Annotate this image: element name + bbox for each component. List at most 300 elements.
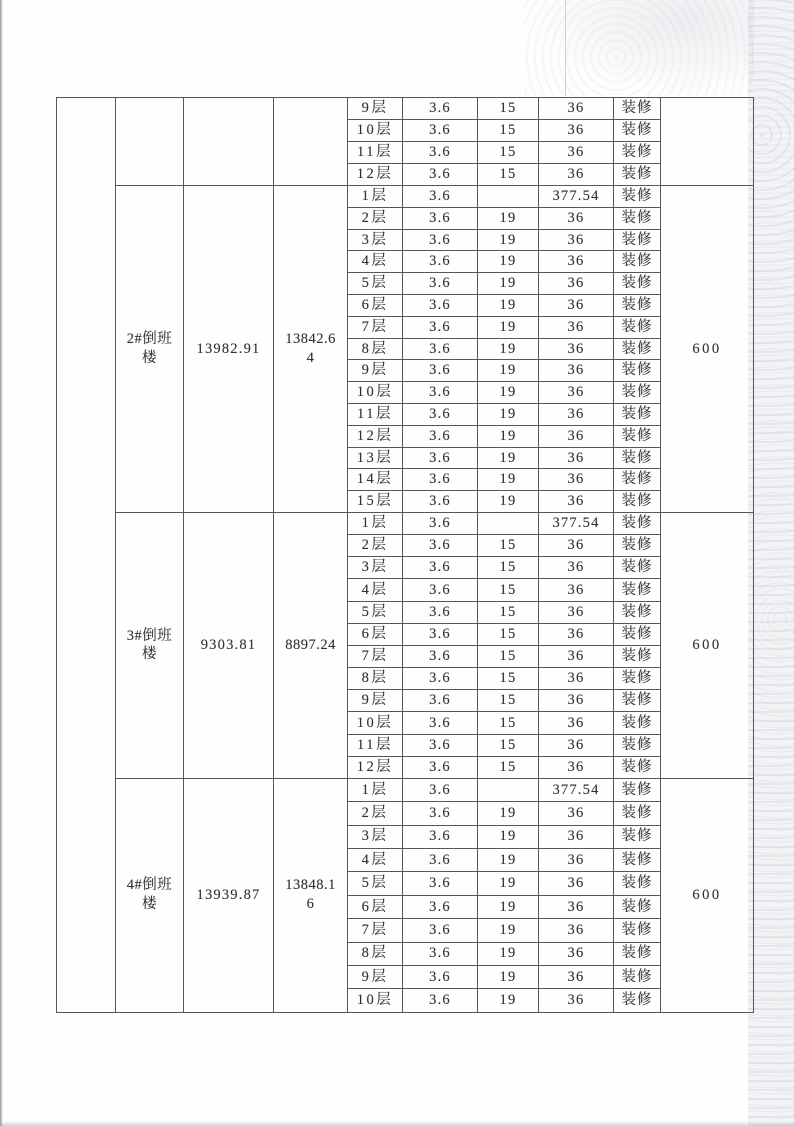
finish-cell: [614, 943, 661, 966]
category-cell: [57, 98, 116, 1013]
area-cell-text: 36: [567, 122, 585, 139]
floor-cell: [348, 735, 403, 757]
floor-cell: [348, 98, 403, 120]
finish-cell-text: 装修: [621, 405, 653, 422]
area-cell: [539, 646, 614, 668]
count-cell-text: 15: [499, 736, 517, 753]
floor-cell: [348, 779, 403, 802]
height-cell-text: 3.6: [429, 648, 451, 665]
height-cell: [403, 120, 478, 142]
height-cell-text: 3.6: [429, 692, 451, 709]
height-cell-text: 3.6: [429, 405, 451, 422]
area-cell-text: 36: [567, 670, 585, 687]
count-cell: [478, 896, 539, 919]
floor-cell: [348, 360, 403, 382]
area-cell-text: 36: [567, 166, 585, 183]
area-cell: [539, 142, 614, 164]
floor-cell-text: 3层: [361, 828, 389, 845]
area1-cell: [184, 186, 274, 513]
count-cell-text: 15: [499, 692, 517, 709]
floor-cell: [348, 802, 403, 825]
finish-cell-text: 装修: [621, 875, 653, 892]
count-cell: [478, 491, 539, 513]
area-cell: [539, 491, 614, 513]
count-cell: [478, 186, 539, 208]
area-cell-text: 36: [567, 968, 585, 985]
finish-cell-text: 装修: [621, 144, 653, 161]
floor-cell-text: 4层: [361, 253, 389, 270]
finish-cell: [614, 120, 661, 142]
floor-cell: [348, 491, 403, 513]
floor-cell-text: 10层: [356, 714, 394, 731]
floor-cell: [348, 943, 403, 966]
finish-cell: [614, 382, 661, 404]
area1-cell: [184, 779, 274, 1013]
floor-cell: [348, 513, 403, 535]
finish-cell: [614, 802, 661, 825]
finish-cell-text: 装修: [621, 231, 653, 248]
area1-cell-text: 9303.81: [200, 636, 257, 653]
finish-cell: [614, 295, 661, 317]
area-cell: [539, 802, 614, 825]
floor-cell-text: 10层: [356, 384, 394, 401]
height-cell-text: 3.6: [429, 828, 451, 845]
count-cell-text: 19: [499, 296, 517, 313]
height-cell-text: 3.6: [429, 921, 451, 938]
floor-cell: [348, 120, 403, 142]
scan-fold-line: [565, 0, 566, 96]
finish-cell-text: 装修: [621, 122, 653, 139]
count-cell: [478, 317, 539, 339]
scan-edge-bottom: [0, 1121, 794, 1126]
finish-cell-text: 装修: [621, 275, 653, 292]
floor-cell: [348, 849, 403, 872]
floor-cell-text: 4层: [361, 851, 389, 868]
area-cell: [539, 602, 614, 624]
finish-cell-text: 装修: [621, 296, 653, 313]
area-cell: [539, 448, 614, 470]
height-cell: [403, 690, 478, 712]
floor-cell-text: 1层: [361, 781, 389, 798]
finish-cell: [614, 624, 661, 646]
height-cell-text: 3.6: [429, 340, 451, 357]
floor-cell: [348, 646, 403, 668]
floor-cell-text: 7层: [361, 318, 389, 335]
count-cell-text: 15: [499, 559, 517, 576]
finish-cell: [614, 579, 661, 601]
count-cell: [478, 919, 539, 942]
count-cell: [478, 757, 539, 779]
finish-cell: [614, 273, 661, 295]
height-cell-text: 3.6: [429, 209, 451, 226]
area-cell: [539, 339, 614, 361]
building-cell: [116, 779, 184, 1013]
floor-cell-text: 9层: [361, 968, 389, 985]
count-cell: [478, 426, 539, 448]
area-cell: [539, 919, 614, 942]
count-cell-text: 15: [499, 603, 517, 620]
finish-cell-text: 装修: [621, 714, 653, 731]
floor-cell: [348, 186, 403, 208]
area1-cell-text: 13982.91: [196, 340, 261, 357]
height-cell: [403, 513, 478, 535]
floor-cell-text: 10层: [356, 122, 394, 139]
height-cell: [403, 186, 478, 208]
area-cell: [539, 469, 614, 491]
floor-cell-text: 3层: [361, 559, 389, 576]
finish-cell-text: 装修: [621, 758, 653, 775]
height-cell-text: 3.6: [429, 851, 451, 868]
floor-cell-text: 7层: [361, 921, 389, 938]
height-cell-text: 3.6: [429, 945, 451, 962]
area2-cell-text: 13848.16: [285, 877, 336, 913]
height-cell: [403, 646, 478, 668]
floor-cell: [348, 295, 403, 317]
floor-cell: [348, 602, 403, 624]
area-cell: [539, 164, 614, 186]
height-cell: [403, 735, 478, 757]
area-cell-text: 36: [567, 692, 585, 709]
area-cell: [539, 98, 614, 120]
finish-cell: [614, 690, 661, 712]
floor-cell-text: 6层: [361, 625, 389, 642]
floor-cell: [348, 690, 403, 712]
finish-cell: [614, 164, 661, 186]
capacity-cell: [661, 186, 754, 513]
height-cell: [403, 668, 478, 690]
area-cell: [539, 712, 614, 734]
building-cell-text: 4#倒班楼: [126, 877, 173, 913]
count-cell: [478, 448, 539, 470]
finish-cell-text: 装修: [621, 537, 653, 554]
height-cell: [403, 712, 478, 734]
area-cell-text: 36: [567, 384, 585, 401]
count-cell: [478, 735, 539, 757]
floor-cell-text: 4层: [361, 581, 389, 598]
height-cell-text: 3.6: [429, 515, 451, 532]
floor-cell-text: 12层: [356, 427, 394, 444]
floor-cell-text: 9层: [361, 100, 389, 117]
area1-cell: [184, 513, 274, 779]
area-cell-text: 36: [567, 449, 585, 466]
height-cell: [403, 317, 478, 339]
area2-cell-text: 13842.64: [285, 331, 336, 366]
finish-cell: [614, 919, 661, 942]
finish-cell-text: 装修: [621, 471, 653, 488]
area-cell-text: 36: [567, 714, 585, 731]
height-cell-text: 3.6: [429, 231, 451, 248]
count-cell-text: 19: [499, 804, 517, 821]
height-cell: [403, 989, 478, 1012]
height-cell: [403, 872, 478, 895]
finish-cell-text: 装修: [621, 362, 653, 379]
floor-cell-text: 12层: [356, 758, 394, 775]
area-cell: [539, 317, 614, 339]
capacity-cell: [661, 98, 754, 186]
count-cell-text: 15: [499, 537, 517, 554]
floor-cell: [348, 579, 403, 601]
capacity-cell-text: 600: [692, 886, 722, 903]
finish-cell-text: 装修: [621, 253, 653, 270]
area-cell-text: 36: [567, 493, 585, 510]
height-cell: [403, 142, 478, 164]
count-cell: [478, 535, 539, 557]
floor-cell-text: 11层: [357, 736, 393, 753]
finish-cell-text: 装修: [621, 945, 653, 962]
area-cell-text: 36: [567, 209, 585, 226]
finish-cell: [614, 712, 661, 734]
area-cell-text: 36: [567, 362, 585, 379]
area-cell-text: 377.54: [552, 187, 600, 204]
finish-cell: [614, 491, 661, 513]
floor-cell-text: 1层: [361, 187, 389, 204]
floor-cell: [348, 317, 403, 339]
height-cell: [403, 966, 478, 989]
count-cell-text: 19: [499, 427, 517, 444]
count-cell: [478, 98, 539, 120]
height-cell: [403, 624, 478, 646]
height-cell-text: 3.6: [429, 296, 451, 313]
count-cell-text: 15: [499, 758, 517, 775]
floor-cell-text: 2层: [361, 804, 389, 821]
floor-cell-text: 15层: [356, 493, 394, 510]
height-cell-text: 3.6: [429, 714, 451, 731]
finish-cell: [614, 646, 661, 668]
capacity-cell: [661, 513, 754, 779]
floor-cell: [348, 668, 403, 690]
count-cell-text: 19: [499, 384, 517, 401]
finish-cell: [614, 513, 661, 535]
area-cell: [539, 230, 614, 252]
height-cell-text: 3.6: [429, 122, 451, 139]
area-cell: [539, 295, 614, 317]
height-cell: [403, 230, 478, 252]
height-cell: [403, 360, 478, 382]
count-cell: [478, 164, 539, 186]
count-cell-text: 19: [499, 318, 517, 335]
area-cell: [539, 535, 614, 557]
area-cell: [539, 513, 614, 535]
area-cell-text: 36: [567, 625, 585, 642]
building-cell: [116, 186, 184, 513]
area-cell: [539, 757, 614, 779]
area-cell: [539, 989, 614, 1012]
count-cell-text: 19: [499, 405, 517, 422]
floor-cell: [348, 404, 403, 426]
finish-cell: [614, 826, 661, 849]
count-cell: [478, 339, 539, 361]
floor-cell-text: 12层: [356, 166, 394, 183]
floor-cell: [348, 230, 403, 252]
height-cell-text: 3.6: [429, 275, 451, 292]
height-cell-text: 3.6: [429, 471, 451, 488]
floor-cell: [348, 896, 403, 919]
height-cell: [403, 896, 478, 919]
count-cell-text: 15: [499, 648, 517, 665]
finish-cell-text: 装修: [621, 648, 653, 665]
floor-cell-text: 5层: [361, 603, 389, 620]
capacity-cell-text: 600: [692, 636, 722, 653]
area-cell: [539, 668, 614, 690]
finish-cell-text: 装修: [621, 581, 653, 598]
area-cell: [539, 120, 614, 142]
height-cell-text: 3.6: [429, 603, 451, 620]
floor-cell: [348, 919, 403, 942]
finish-cell-text: 装修: [621, 427, 653, 444]
finish-cell: [614, 757, 661, 779]
area-cell: [539, 251, 614, 273]
height-cell-text: 3.6: [429, 559, 451, 576]
height-cell: [403, 295, 478, 317]
finish-cell-text: 装修: [621, 384, 653, 401]
area-cell-text: 36: [567, 318, 585, 335]
height-cell: [403, 779, 478, 802]
floor-cell: [348, 164, 403, 186]
finish-cell-text: 装修: [621, 828, 653, 845]
finish-cell: [614, 966, 661, 989]
height-cell: [403, 849, 478, 872]
height-cell-text: 3.6: [429, 804, 451, 821]
count-cell: [478, 989, 539, 1012]
count-cell-text: 19: [499, 449, 517, 466]
height-cell-text: 3.6: [429, 781, 451, 798]
finish-cell: [614, 779, 661, 802]
finish-cell-text: 装修: [621, 851, 653, 868]
floor-cell-text: 9层: [361, 362, 389, 379]
height-cell: [403, 164, 478, 186]
height-cell-text: 3.6: [429, 670, 451, 687]
area-cell: [539, 849, 614, 872]
finish-cell-text: 装修: [621, 340, 653, 357]
count-cell-text: 19: [499, 898, 517, 915]
floor-cell-text: 5层: [361, 275, 389, 292]
area-cell-text: 36: [567, 581, 585, 598]
floor-cell: [348, 712, 403, 734]
area-cell: [539, 186, 614, 208]
area-cell: [539, 826, 614, 849]
floor-cell-text: 11层: [357, 144, 393, 161]
height-cell: [403, 491, 478, 513]
height-cell-text: 3.6: [429, 427, 451, 444]
count-cell: [478, 142, 539, 164]
height-cell-text: 3.6: [429, 625, 451, 642]
area-cell: [539, 735, 614, 757]
area-cell-text: 36: [567, 100, 585, 117]
area-cell-text: 36: [567, 603, 585, 620]
area-cell-text: 377.54: [552, 781, 600, 798]
count-cell: [478, 624, 539, 646]
count-cell: [478, 802, 539, 825]
finish-cell: [614, 404, 661, 426]
floor-cell: [348, 872, 403, 895]
area-cell: [539, 690, 614, 712]
finish-cell-text: 装修: [621, 515, 653, 532]
count-cell: [478, 251, 539, 273]
height-cell: [403, 919, 478, 942]
count-cell-text: 19: [499, 471, 517, 488]
area-cell-text: 36: [567, 275, 585, 292]
area-cell-text: 36: [567, 537, 585, 554]
count-cell: [478, 943, 539, 966]
count-cell-text: 19: [499, 945, 517, 962]
count-cell: [478, 872, 539, 895]
area-cell-text: 36: [567, 875, 585, 892]
floor-cell: [348, 339, 403, 361]
area1-cell: [184, 98, 274, 186]
count-cell: [478, 579, 539, 601]
height-cell-text: 3.6: [429, 992, 451, 1009]
capacity-cell-text: 600: [692, 340, 722, 357]
finish-cell: [614, 989, 661, 1012]
finish-cell-text: 装修: [621, 921, 653, 938]
area-cell: [539, 872, 614, 895]
finish-cell: [614, 668, 661, 690]
area-cell-text: 36: [567, 804, 585, 821]
height-cell-text: 3.6: [429, 449, 451, 466]
floor-cell-text: 13层: [356, 449, 394, 466]
area2-cell: [274, 779, 348, 1013]
area2-cell-text: 8897.24: [285, 636, 336, 653]
area-cell: [539, 426, 614, 448]
finish-cell-text: 装修: [621, 670, 653, 687]
height-cell: [403, 557, 478, 579]
count-cell: [478, 966, 539, 989]
count-cell-text: 19: [499, 992, 517, 1009]
area-cell-text: 36: [567, 992, 585, 1009]
height-cell: [403, 251, 478, 273]
finish-cell: [614, 469, 661, 491]
area-cell-text: 36: [567, 736, 585, 753]
count-cell-text: 15: [499, 100, 517, 117]
finish-cell: [614, 360, 661, 382]
area2-cell: [274, 513, 348, 779]
finish-cell-text: 装修: [621, 209, 653, 226]
height-cell: [403, 469, 478, 491]
count-cell-text: 19: [499, 231, 517, 248]
count-cell: [478, 382, 539, 404]
finish-cell: [614, 317, 661, 339]
area-cell-text: 36: [567, 945, 585, 962]
height-cell-text: 3.6: [429, 166, 451, 183]
count-cell-text: 19: [499, 968, 517, 985]
finish-cell-text: 装修: [621, 804, 653, 821]
area-cell: [539, 404, 614, 426]
count-cell: [478, 230, 539, 252]
count-cell: [478, 469, 539, 491]
scan-noise-right: [748, 0, 794, 1126]
floor-cell-text: 5层: [361, 875, 389, 892]
finish-cell: [614, 208, 661, 230]
count-cell: [478, 690, 539, 712]
floor-cell-text: 7层: [361, 648, 389, 665]
finish-cell: [614, 602, 661, 624]
count-cell-text: 15: [499, 670, 517, 687]
area-cell-text: 36: [567, 471, 585, 488]
area-cell-text: 36: [567, 898, 585, 915]
floor-cell: [348, 426, 403, 448]
height-cell-text: 3.6: [429, 384, 451, 401]
height-cell: [403, 273, 478, 295]
scan-noise-top-right: [524, 0, 754, 95]
height-cell: [403, 579, 478, 601]
area-cell-text: 36: [567, 758, 585, 775]
count-cell: [478, 360, 539, 382]
count-cell: [478, 513, 539, 535]
finish-cell: [614, 98, 661, 120]
finish-cell-text: 装修: [621, 625, 653, 642]
height-cell-text: 3.6: [429, 144, 451, 161]
area-cell-text: 36: [567, 340, 585, 357]
